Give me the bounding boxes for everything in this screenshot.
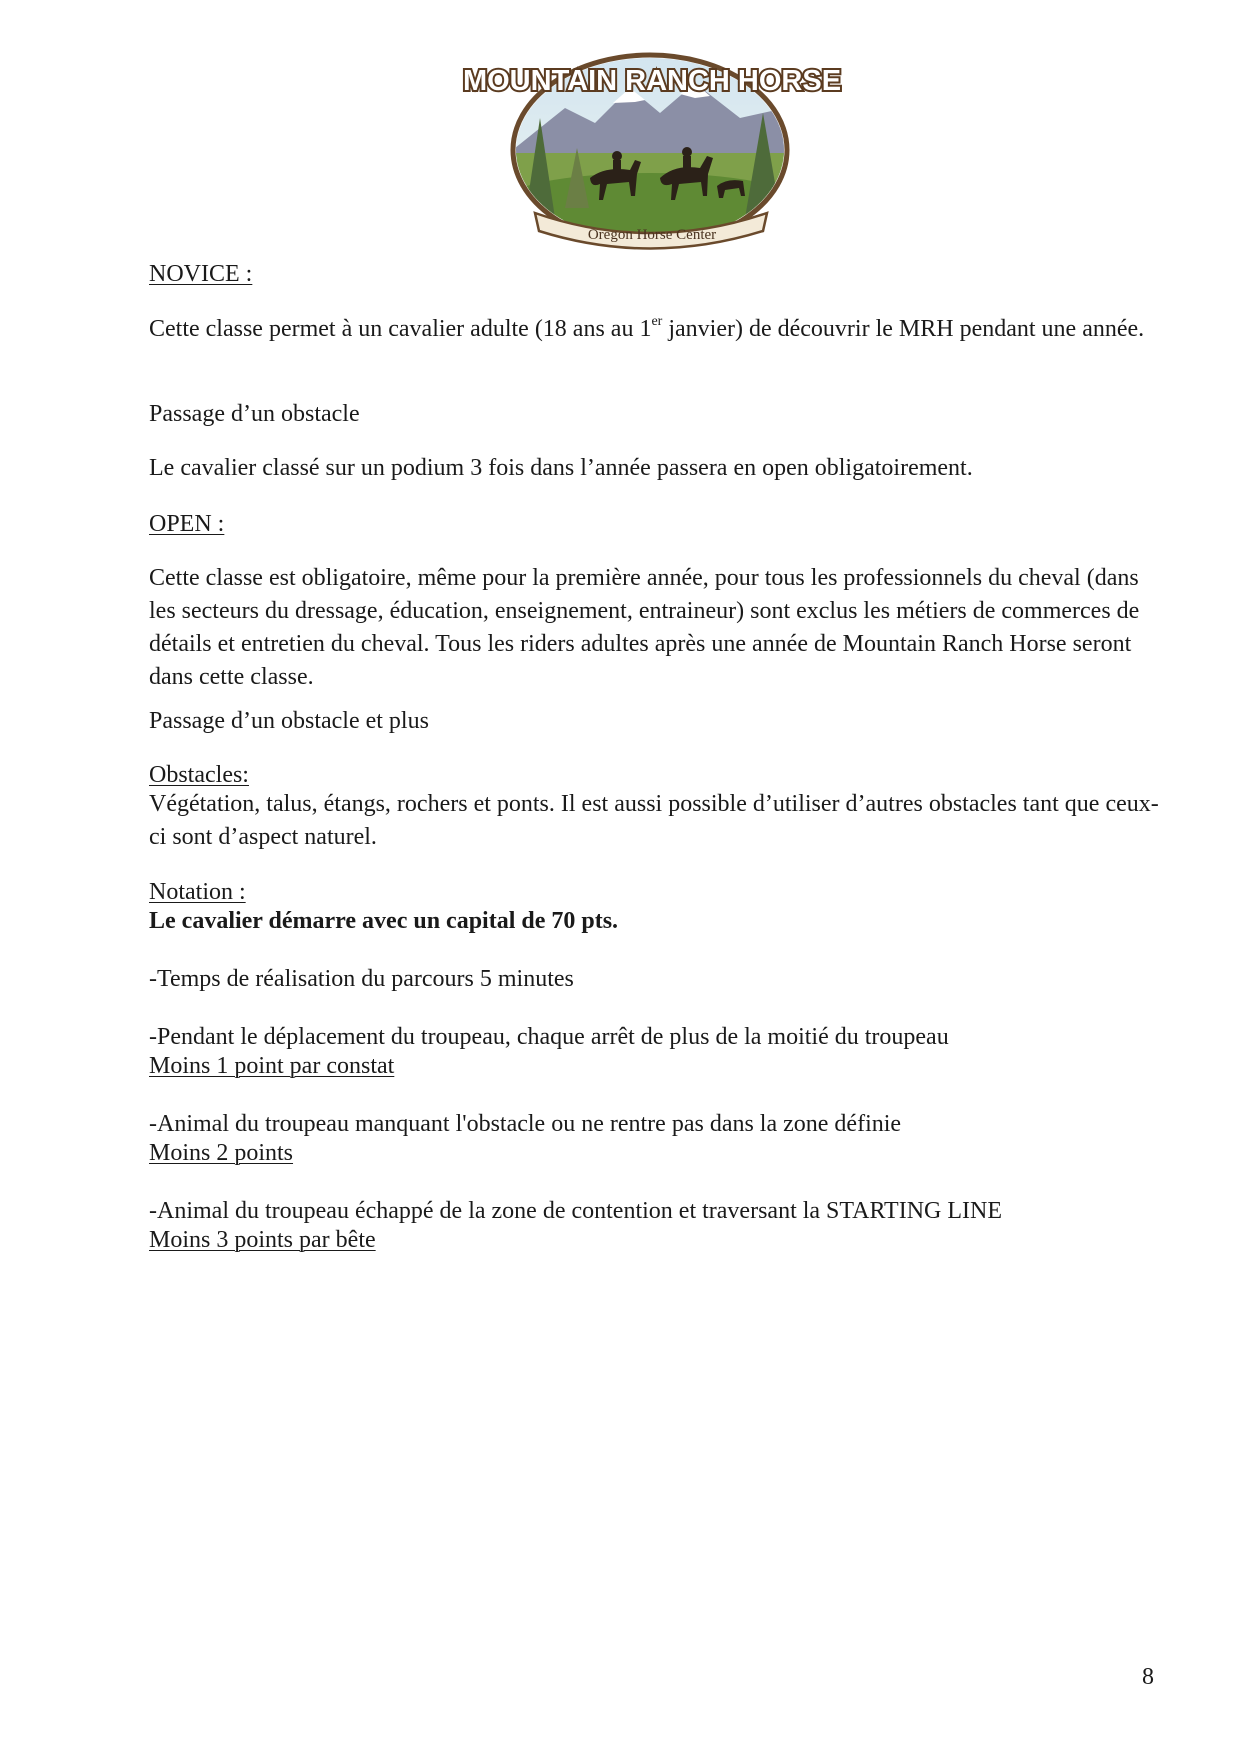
notation-penalty: Moins 3 points par bête bbox=[149, 1227, 376, 1253]
notation-item: -Pendant le déplacement du troupeau, chaque arrêt de plus de la moitié du troupeau bbox=[149, 1024, 949, 1050]
novice-sup: er bbox=[651, 314, 663, 329]
open-obstacle: Passage d’un obstacle et plus bbox=[149, 708, 429, 734]
mountain-ranch-horse-logo bbox=[462, 28, 842, 260]
obstacles-heading: Obstacles: bbox=[149, 762, 249, 788]
novice-podium: Le cavalier classé sur un podium 3 fois dans l’année passera en open obligatoirement. bbox=[149, 455, 973, 481]
notation-capital: Le cavalier démarre avec un capital de 70 pts. bbox=[149, 908, 619, 934]
logo-title: MOUNTAIN RANCH HORSE bbox=[462, 65, 842, 97]
obstacles-description: Végétation, talus, étangs, rochers et ponts. Il est aussi possible d’utiliser d’autres obstacles tant que ceux-ci sont d’aspect naturel. bbox=[149, 791, 1159, 850]
open-description: Cette classe est obligatoire, même pour la première année, pour tous les professionnels du cheval (dans les secteurs du dressage, éducation, enseignement, entraineur) sont exclus les métiers de commerces de détails et entretien du cheval. Tous les riders adultes après une année de Mountain Ranch Horse seront dans cette classe. bbox=[149, 565, 1140, 690]
notation-penalty: Moins 1 point par constat bbox=[149, 1053, 395, 1079]
notation-heading: Notation : bbox=[149, 879, 246, 905]
novice-obstacle: Passage d’un obstacle bbox=[149, 401, 360, 427]
logo-subtitle: Oregon Horse Center bbox=[587, 227, 717, 243]
novice-heading: NOVICE : bbox=[149, 261, 253, 287]
notation-item: -Temps de réalisation du parcours 5 minutes bbox=[149, 966, 574, 992]
novice-text-a: Cette classe permet à un cavalier adulte (18 ans au 1 bbox=[149, 316, 652, 342]
page-number: 8 bbox=[1142, 1664, 1154, 1690]
open-heading: OPEN : bbox=[149, 511, 225, 537]
notation-penalty: Moins 2 points bbox=[149, 1140, 294, 1166]
novice-description bbox=[149, 313, 1169, 346]
notation-item: -Animal du troupeau manquant l'obstacle ou ne rentre pas dans la zone définie bbox=[149, 1111, 902, 1137]
notation-item: -Animal du troupeau échappé de la zone de contention et traversant la STARTING LINE bbox=[149, 1198, 1002, 1224]
novice-text-b: janvier) de découvrir le MRH pendant une année. bbox=[662, 316, 1145, 342]
